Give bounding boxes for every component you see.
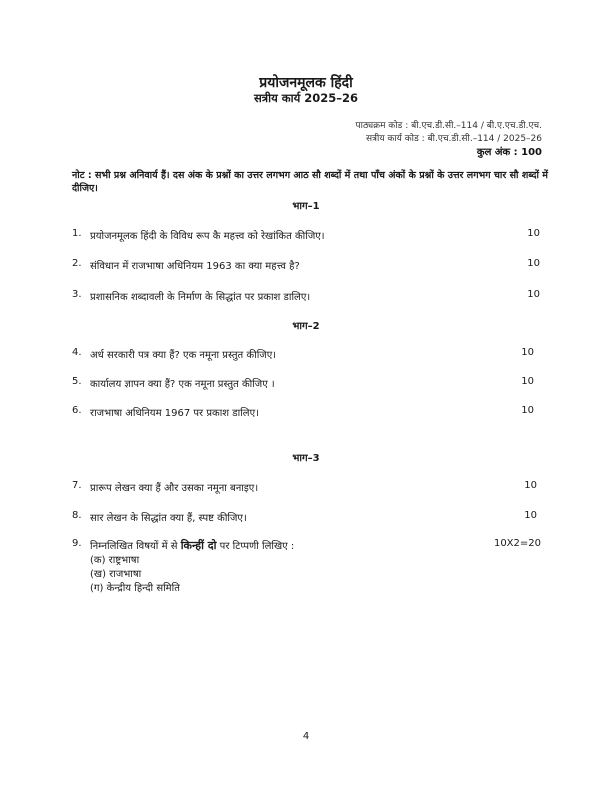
section-heading-2: भाग–2	[292, 321, 320, 332]
question-marks: 10	[527, 228, 540, 239]
document-subtitle: सत्रीय कार्य 2025–26	[253, 91, 359, 105]
question-number: 7.	[72, 480, 82, 491]
question-text: कार्यालय ज्ञापन क्या हैं? एक नमूना प्रस्तुत कीजिए ।	[90, 379, 275, 390]
question-marks: 10	[524, 480, 537, 491]
question-number: 6.	[72, 405, 82, 416]
question-text: संविधान में राजभाषा अधिनियम 1963 का क्या महत्त्व है?	[90, 261, 300, 272]
section-heading-3: भाग–3	[292, 453, 320, 464]
section-heading-1: भाग–1	[292, 201, 320, 212]
question-marks: 10	[524, 510, 537, 521]
question-text-part: निम्नलिखित विषयों में से	[90, 541, 181, 552]
document-title: प्रयोजनमूलक हिंदी	[259, 75, 353, 91]
page-number: 4	[302, 731, 310, 742]
question-number: 2.	[72, 258, 82, 269]
question-marks: 10X2=20	[493, 538, 541, 549]
question-number: 9.	[72, 538, 82, 549]
topic-option-2: (ख) राजभाषा	[90, 569, 142, 580]
question-number: 1.	[72, 228, 82, 239]
question-number: 4.	[72, 347, 82, 358]
question-marks: 10	[521, 405, 534, 416]
topic-option-1: (क) राष्ट्रभाषा	[90, 555, 140, 566]
total-marks: कुल अंक : 100	[476, 147, 542, 158]
question-text-emphasis: किन्हीं दो	[180, 539, 217, 552]
question-number: 3.	[72, 289, 82, 300]
question-text: अर्ध सरकारी पत्र क्या हैं? एक नमूना प्रस्तुत कीजिए।	[90, 350, 277, 361]
question-number: 8.	[72, 510, 82, 521]
instructions-note: नोट : सभी प्रश्न अनिवार्य हैं। दस अंक के प्रश्नों का उत्तर लगभग आठ सौ शब्दों में तथा पाँच अंकों के प्रश्नों के उत्तर लगभग चार सौ शब्दों में दीजिए।	[72, 170, 548, 194]
question-marks: 10	[521, 347, 534, 358]
question-number: 5.	[72, 376, 82, 387]
question-marks: 10	[527, 289, 540, 300]
question-marks: 10	[521, 376, 534, 387]
assignment-code: सत्रीय कार्य कोड : बी.एच.डी.सी.–114 / 2025–26	[365, 134, 542, 144]
question-marks: 10	[527, 258, 540, 269]
topic-option-3: (ग) केन्द्रीय हिन्दी समिति	[90, 583, 180, 594]
question-text: सार लेखन के सिद्धांत क्या हैं, स्पष्ट कीजिए।	[90, 513, 247, 524]
course-code: पाठ्यक्रम कोड : बी.एच.डी.सी.–114 / बी.ए.एच.डी.एच.	[355, 121, 542, 131]
question-text: प्रशासनिक शब्दावली के निर्माण के सिद्धांत पर प्रकाश डालिए।	[90, 292, 311, 303]
question-text: राजभाषा अधिनियम 1967 पर प्रकाश डालिए।	[90, 408, 259, 419]
question-text	[90, 538, 294, 553]
question-text-part: पर टिप्पणी लिखिए :	[216, 541, 295, 552]
question-text: प्रयोजनमूलक हिंदी के विविध रूप कै महत्त्व को रेखांकित कीजिए।	[90, 231, 325, 242]
question-text: प्रारूप लेखन क्या हैं और उसका नमूना बनाइए।	[90, 483, 259, 494]
